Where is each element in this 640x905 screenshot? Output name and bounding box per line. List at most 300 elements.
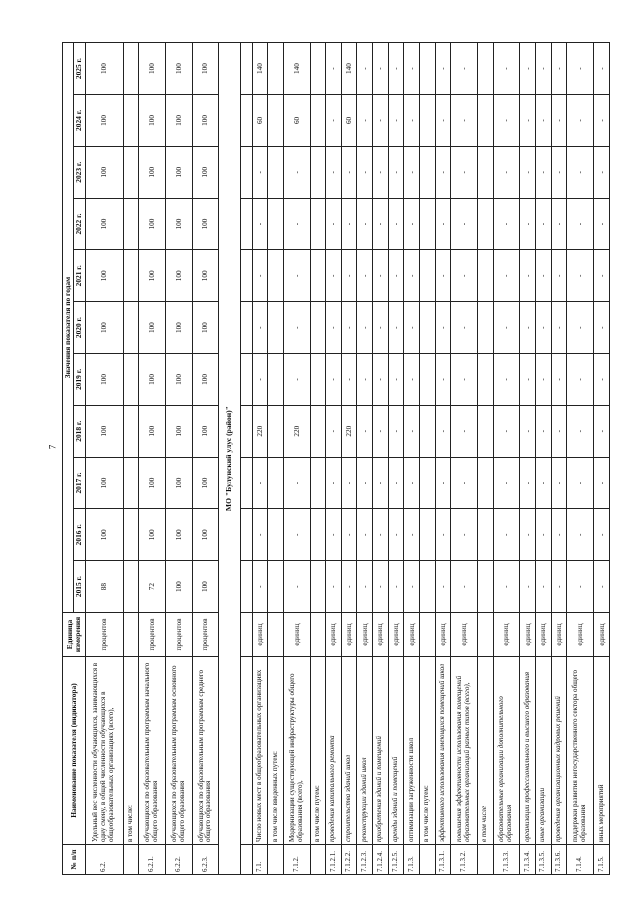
section-row-group bbox=[219, 43, 252, 875]
table-row bbox=[594, 43, 610, 875]
row-unit: единиц bbox=[567, 613, 594, 657]
row-value: 100 bbox=[165, 198, 192, 250]
header-row-1 bbox=[63, 43, 74, 875]
section-title: МО "Булунский улус (район)" bbox=[219, 43, 240, 875]
row-value: - bbox=[373, 43, 389, 95]
table-row bbox=[139, 43, 166, 875]
row-value: - bbox=[567, 198, 594, 250]
row-value: - bbox=[404, 509, 420, 561]
row-value: - bbox=[404, 354, 420, 406]
row-value: 100 bbox=[192, 198, 219, 250]
row-value: - bbox=[404, 198, 420, 250]
row-value: 100 bbox=[139, 405, 166, 457]
row-value: - bbox=[357, 43, 373, 95]
row-unit: единиц bbox=[373, 613, 389, 657]
row-value: - bbox=[594, 198, 610, 250]
row-value bbox=[420, 43, 436, 95]
row-value: - bbox=[326, 509, 342, 561]
row-value: - bbox=[404, 250, 420, 302]
row-value: 100 bbox=[165, 561, 192, 613]
row-value bbox=[123, 250, 139, 302]
row-value bbox=[420, 198, 436, 250]
row-code: 7.1.3. bbox=[404, 845, 420, 875]
row-value: - bbox=[373, 405, 389, 457]
row-value: - bbox=[341, 146, 357, 198]
row-code: 7.1.2.5. bbox=[388, 845, 404, 875]
row-value: - bbox=[388, 561, 404, 613]
table-row bbox=[420, 43, 436, 875]
row-indicator-name: обучающихся по образовательным программам начального общего образования bbox=[139, 657, 166, 845]
row-unit bbox=[310, 613, 326, 657]
header-year: 2018 г. bbox=[74, 405, 85, 457]
row-value: 100 bbox=[192, 250, 219, 302]
row-value bbox=[268, 302, 284, 354]
row-value: - bbox=[493, 405, 520, 457]
row-indicator-name: в том числе введенных путем: bbox=[268, 657, 284, 845]
header-year: 2021 г. bbox=[74, 250, 85, 302]
row-unit: единиц bbox=[451, 613, 478, 657]
row-value bbox=[310, 43, 326, 95]
indicator-table-container bbox=[62, 43, 610, 875]
row-value: 140 bbox=[341, 43, 357, 95]
row-value: 100 bbox=[139, 198, 166, 250]
row-indicator-name: повышения эффективности использования помещений образовательных организаций разных типов (всего), bbox=[451, 657, 478, 845]
row-value: 72 bbox=[139, 561, 166, 613]
row-value: - bbox=[493, 561, 520, 613]
row-value: - bbox=[535, 302, 551, 354]
row-value: - bbox=[435, 405, 451, 457]
table-row bbox=[478, 43, 494, 875]
row-value: - bbox=[451, 509, 478, 561]
row-code: 7.1.3.2. bbox=[451, 845, 478, 875]
row-value: - bbox=[594, 43, 610, 95]
row-value: 100 bbox=[165, 146, 192, 198]
row-value: - bbox=[341, 250, 357, 302]
row-value: 100 bbox=[165, 457, 192, 509]
row-code: 7.1.3.3. bbox=[493, 845, 520, 875]
row-value: - bbox=[520, 509, 536, 561]
row-value: - bbox=[435, 43, 451, 95]
row-value: 100 bbox=[192, 146, 219, 198]
row-value bbox=[310, 198, 326, 250]
row-value: - bbox=[520, 302, 536, 354]
row-value bbox=[123, 457, 139, 509]
row-code: 7.1.2. bbox=[283, 845, 310, 875]
row-unit: единиц bbox=[535, 613, 551, 657]
row-value: - bbox=[567, 561, 594, 613]
row-value: - bbox=[326, 146, 342, 198]
row-value: - bbox=[493, 509, 520, 561]
row-value: - bbox=[551, 405, 567, 457]
row-value bbox=[268, 43, 284, 95]
row-value: - bbox=[451, 198, 478, 250]
row-value: - bbox=[493, 354, 520, 406]
row-value: - bbox=[357, 95, 373, 147]
row-value: - bbox=[388, 302, 404, 354]
row-value: - bbox=[373, 250, 389, 302]
row-value: - bbox=[567, 509, 594, 561]
page-number: 7 bbox=[47, 444, 58, 450]
row-value: - bbox=[535, 457, 551, 509]
row-code: 7.1.2.2. bbox=[341, 845, 357, 875]
row-unit: единиц bbox=[404, 613, 420, 657]
row-value: - bbox=[435, 198, 451, 250]
row-value: - bbox=[435, 354, 451, 406]
row-value: 100 bbox=[192, 457, 219, 509]
row-value bbox=[478, 405, 494, 457]
row-value bbox=[478, 146, 494, 198]
table-body-bottom bbox=[252, 43, 609, 875]
row-code: 6.2.1. bbox=[139, 845, 166, 875]
row-code bbox=[310, 845, 326, 875]
row-value: - bbox=[252, 457, 268, 509]
row-value: - bbox=[326, 43, 342, 95]
row-code: 6.2.3. bbox=[192, 845, 219, 875]
row-indicator-name: Число новых мест в общеобразовательных организациях bbox=[252, 657, 268, 845]
row-value: 100 bbox=[85, 198, 123, 250]
header-year: 2016 г. bbox=[74, 509, 85, 561]
row-value: - bbox=[357, 146, 373, 198]
row-indicator-name: оптимизации загруженности школ bbox=[404, 657, 420, 845]
row-value bbox=[268, 354, 284, 406]
table-row bbox=[357, 43, 373, 875]
row-value: - bbox=[535, 43, 551, 95]
row-value bbox=[268, 95, 284, 147]
row-value: - bbox=[535, 561, 551, 613]
row-value bbox=[123, 405, 139, 457]
row-unit: процентов bbox=[139, 613, 166, 657]
row-value: - bbox=[373, 146, 389, 198]
row-value: - bbox=[326, 405, 342, 457]
row-value: 100 bbox=[165, 509, 192, 561]
row-value bbox=[123, 43, 139, 95]
row-value: - bbox=[451, 457, 478, 509]
row-value: - bbox=[252, 146, 268, 198]
row-value: - bbox=[357, 509, 373, 561]
table-row bbox=[493, 43, 520, 875]
row-value: - bbox=[341, 302, 357, 354]
row-value: - bbox=[520, 405, 536, 457]
row-value: 100 bbox=[139, 95, 166, 147]
row-value: - bbox=[451, 43, 478, 95]
row-value: - bbox=[493, 43, 520, 95]
row-unit: единиц bbox=[594, 613, 610, 657]
row-value: - bbox=[535, 146, 551, 198]
row-value: 100 bbox=[139, 250, 166, 302]
row-value: - bbox=[493, 250, 520, 302]
row-value: - bbox=[594, 250, 610, 302]
row-value bbox=[420, 95, 436, 147]
row-value: 100 bbox=[192, 405, 219, 457]
table-row bbox=[520, 43, 536, 875]
row-value: - bbox=[493, 457, 520, 509]
row-value: - bbox=[326, 250, 342, 302]
row-value: 60 bbox=[341, 95, 357, 147]
row-value: 100 bbox=[165, 250, 192, 302]
row-value bbox=[123, 561, 139, 613]
row-indicator-name: организации профессионального и высшего образования bbox=[520, 657, 536, 845]
header-year: 2022 г. bbox=[74, 198, 85, 250]
row-indicator-name: проведения капитального ремонта bbox=[326, 657, 342, 845]
row-value: - bbox=[404, 43, 420, 95]
section-row bbox=[219, 43, 240, 875]
row-indicator-name: в том числе путем: bbox=[310, 657, 326, 845]
row-indicator-name: Модернизации существующей инфраструктуры общего образования (всего), bbox=[283, 657, 310, 845]
row-unit: единиц bbox=[283, 613, 310, 657]
row-value: - bbox=[567, 457, 594, 509]
row-value: 100 bbox=[192, 302, 219, 354]
row-value bbox=[310, 146, 326, 198]
table-row bbox=[310, 43, 326, 875]
row-unit: единиц bbox=[326, 613, 342, 657]
row-value bbox=[268, 198, 284, 250]
row-code: 7.1.3.6. bbox=[551, 845, 567, 875]
row-value: - bbox=[341, 457, 357, 509]
row-indicator-name: иные организации bbox=[535, 657, 551, 845]
row-unit: процентов bbox=[85, 613, 123, 657]
row-value: - bbox=[388, 509, 404, 561]
row-value: - bbox=[551, 509, 567, 561]
row-value bbox=[478, 457, 494, 509]
row-value bbox=[123, 198, 139, 250]
row-value: - bbox=[594, 561, 610, 613]
row-value: - bbox=[551, 561, 567, 613]
row-value: - bbox=[567, 302, 594, 354]
row-value: - bbox=[326, 457, 342, 509]
row-value: - bbox=[493, 146, 520, 198]
row-unit: единиц bbox=[435, 613, 451, 657]
row-value: 100 bbox=[85, 405, 123, 457]
table-body-top bbox=[85, 43, 219, 875]
row-value: 100 bbox=[192, 95, 219, 147]
row-value: 100 bbox=[165, 405, 192, 457]
row-value: - bbox=[373, 95, 389, 147]
row-value: - bbox=[567, 146, 594, 198]
row-indicator-name: строительства зданий школ bbox=[341, 657, 357, 845]
row-value: - bbox=[283, 146, 310, 198]
row-value bbox=[420, 561, 436, 613]
row-code: 6.2. bbox=[85, 845, 123, 875]
row-value: - bbox=[357, 405, 373, 457]
table-row bbox=[268, 43, 284, 875]
table-row bbox=[123, 43, 139, 875]
row-value: 100 bbox=[85, 250, 123, 302]
row-value: - bbox=[551, 302, 567, 354]
row-indicator-name: аренды зданий и помещений bbox=[388, 657, 404, 845]
table-row bbox=[535, 43, 551, 875]
row-code bbox=[123, 845, 139, 875]
row-unit: процентов bbox=[165, 613, 192, 657]
row-value bbox=[478, 561, 494, 613]
header-values-group: Значения показателя по годам bbox=[63, 43, 74, 613]
row-value: - bbox=[388, 95, 404, 147]
table-row bbox=[388, 43, 404, 875]
row-value bbox=[310, 302, 326, 354]
table-row bbox=[192, 43, 219, 875]
row-code: 7.1.5. bbox=[594, 845, 610, 875]
row-value: - bbox=[388, 405, 404, 457]
row-value: - bbox=[520, 198, 536, 250]
row-value: - bbox=[388, 198, 404, 250]
row-value bbox=[268, 561, 284, 613]
row-value: - bbox=[535, 250, 551, 302]
row-value: - bbox=[493, 302, 520, 354]
row-value: - bbox=[357, 198, 373, 250]
header-year: 2024 г. bbox=[74, 95, 85, 147]
row-value: - bbox=[283, 457, 310, 509]
row-value: - bbox=[535, 198, 551, 250]
row-value: - bbox=[451, 250, 478, 302]
row-value: - bbox=[341, 198, 357, 250]
row-value: - bbox=[252, 354, 268, 406]
row-value: - bbox=[451, 146, 478, 198]
row-value: - bbox=[451, 302, 478, 354]
row-value: - bbox=[283, 198, 310, 250]
row-value bbox=[478, 198, 494, 250]
row-value: 140 bbox=[283, 43, 310, 95]
row-value bbox=[420, 302, 436, 354]
row-value: - bbox=[373, 457, 389, 509]
row-value: - bbox=[551, 43, 567, 95]
row-value: - bbox=[373, 354, 389, 406]
row-code bbox=[478, 845, 494, 875]
row-value: - bbox=[435, 561, 451, 613]
row-value bbox=[420, 509, 436, 561]
header-indicator-name: Наименование показателя (индикатора) bbox=[63, 657, 86, 845]
row-value: - bbox=[252, 561, 268, 613]
row-value: - bbox=[451, 561, 478, 613]
row-indicator-name: в том числе путем: bbox=[420, 657, 436, 845]
row-value: - bbox=[404, 561, 420, 613]
row-unit: единиц bbox=[520, 613, 536, 657]
row-value: - bbox=[283, 354, 310, 406]
row-value: - bbox=[435, 95, 451, 147]
row-value: - bbox=[388, 457, 404, 509]
row-value bbox=[478, 43, 494, 95]
row-value: - bbox=[551, 457, 567, 509]
table-row bbox=[551, 43, 567, 875]
row-value: - bbox=[594, 457, 610, 509]
row-value: 60 bbox=[252, 95, 268, 147]
header-year: 2023 г. bbox=[74, 146, 85, 198]
row-value: 88 bbox=[85, 561, 123, 613]
row-value: - bbox=[520, 95, 536, 147]
row-value: - bbox=[594, 146, 610, 198]
row-value: - bbox=[451, 354, 478, 406]
row-value: - bbox=[404, 146, 420, 198]
row-value: - bbox=[594, 509, 610, 561]
row-value: - bbox=[283, 561, 310, 613]
row-value: - bbox=[404, 302, 420, 354]
row-value: - bbox=[567, 250, 594, 302]
row-indicator-name: обучающихся по образовательным программам среднего общего образования bbox=[192, 657, 219, 845]
indicator-table bbox=[62, 42, 610, 875]
row-value: - bbox=[535, 405, 551, 457]
row-unit: единиц bbox=[252, 613, 268, 657]
row-value bbox=[420, 354, 436, 406]
row-value bbox=[478, 354, 494, 406]
table-row bbox=[165, 43, 192, 875]
row-value: 100 bbox=[139, 43, 166, 95]
row-value: - bbox=[404, 95, 420, 147]
table-row bbox=[85, 43, 123, 875]
row-value: - bbox=[283, 250, 310, 302]
row-value bbox=[420, 146, 436, 198]
row-value: - bbox=[520, 146, 536, 198]
row-value: 100 bbox=[139, 457, 166, 509]
row-value: - bbox=[451, 95, 478, 147]
row-value: - bbox=[326, 302, 342, 354]
row-code: 7.1.3.1. bbox=[435, 845, 451, 875]
row-value: - bbox=[373, 302, 389, 354]
row-value: - bbox=[341, 509, 357, 561]
row-value: - bbox=[520, 43, 536, 95]
header-year: 2020 г. bbox=[74, 302, 85, 354]
row-value bbox=[268, 250, 284, 302]
row-value: 100 bbox=[192, 509, 219, 561]
row-value: 220 bbox=[283, 405, 310, 457]
row-value: - bbox=[326, 561, 342, 613]
row-value: 100 bbox=[85, 302, 123, 354]
row-value: - bbox=[252, 509, 268, 561]
row-value: - bbox=[551, 95, 567, 147]
row-indicator-name: в том числе: bbox=[123, 657, 139, 845]
row-indicator-name: Удельный вес численности обучающихся, занимающихся в одну смену, в общей численности обучающихся в общеобразовательных организациях (всего), bbox=[85, 657, 123, 845]
row-value: - bbox=[404, 457, 420, 509]
header-num: № п/п bbox=[63, 845, 86, 875]
row-value: - bbox=[535, 354, 551, 406]
row-value: - bbox=[435, 457, 451, 509]
row-value bbox=[123, 302, 139, 354]
row-value: 60 bbox=[283, 95, 310, 147]
row-unit: единиц bbox=[551, 613, 567, 657]
row-code bbox=[420, 845, 436, 875]
header-unit: Единица измерения bbox=[63, 613, 86, 657]
row-code: 7.1.2.1. bbox=[326, 845, 342, 875]
row-unit: единиц bbox=[357, 613, 373, 657]
row-value: - bbox=[326, 198, 342, 250]
row-value: 100 bbox=[139, 146, 166, 198]
row-value: - bbox=[435, 302, 451, 354]
row-value: - bbox=[388, 250, 404, 302]
row-value: - bbox=[435, 146, 451, 198]
row-value: - bbox=[357, 561, 373, 613]
row-code: 7.1.2.4. bbox=[373, 845, 389, 875]
row-value: 100 bbox=[139, 354, 166, 406]
row-value bbox=[310, 354, 326, 406]
row-unit: единиц bbox=[341, 613, 357, 657]
row-value: 100 bbox=[165, 354, 192, 406]
row-value: 140 bbox=[252, 43, 268, 95]
row-value: 100 bbox=[85, 43, 123, 95]
row-unit: единиц bbox=[388, 613, 404, 657]
row-value bbox=[268, 405, 284, 457]
row-indicator-name: проведения организационных кадровых решений bbox=[551, 657, 567, 845]
row-value: 220 bbox=[252, 405, 268, 457]
row-value: - bbox=[357, 250, 373, 302]
row-unit bbox=[268, 613, 284, 657]
row-value: - bbox=[551, 146, 567, 198]
row-value bbox=[123, 146, 139, 198]
row-code: 6.2.2. bbox=[165, 845, 192, 875]
row-unit bbox=[123, 613, 139, 657]
row-value bbox=[123, 354, 139, 406]
row-indicator-name: образовательные организации дополнительного образования bbox=[493, 657, 520, 845]
row-value bbox=[420, 457, 436, 509]
row-value bbox=[268, 509, 284, 561]
row-value: 100 bbox=[85, 509, 123, 561]
row-value: - bbox=[326, 354, 342, 406]
